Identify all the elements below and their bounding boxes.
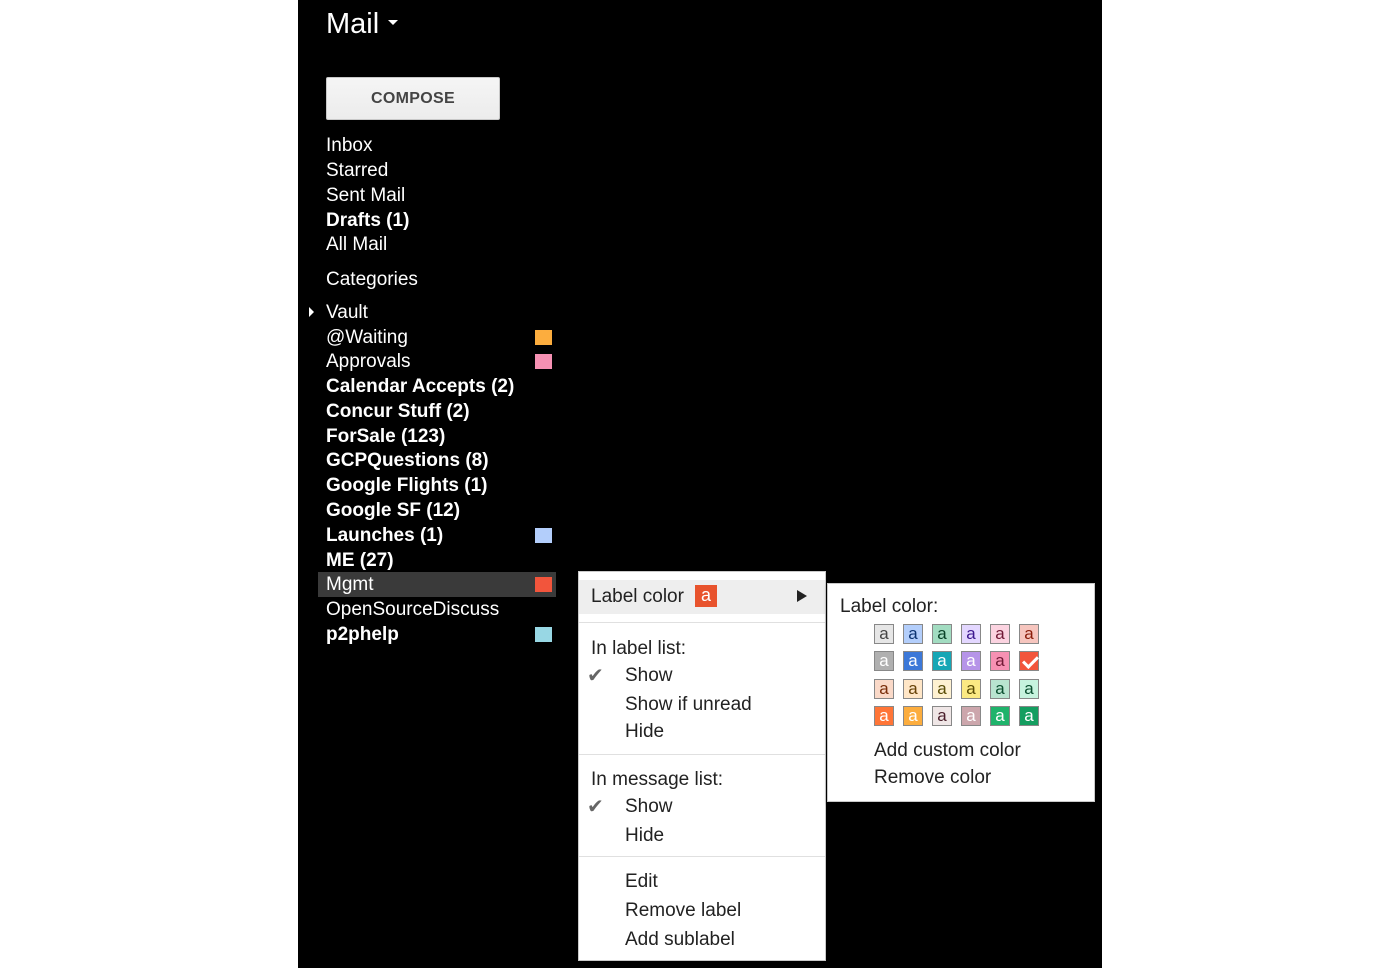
menu-item-label-color[interactable] — [579, 580, 825, 614]
label-mgmt[interactable]: Mgmt — [326, 574, 374, 595]
checkmark-icon: ✔ — [587, 796, 604, 818]
color-chip[interactable]: a — [990, 679, 1010, 699]
color-chip[interactable]: a — [874, 706, 894, 726]
label-p2phelp[interactable]: p2phelp — [326, 624, 399, 645]
menu-item-remove-label[interactable]: Remove label — [625, 900, 742, 921]
menu-item-add-sublabel[interactable]: Add sublabel — [625, 929, 735, 950]
color-chip[interactable]: a — [874, 679, 894, 699]
label-me[interactable]: ME (27) — [326, 550, 394, 571]
nav-sent-mail[interactable]: Sent Mail — [326, 185, 406, 206]
label-opensourcediscuss[interactable]: OpenSourceDiscuss — [326, 599, 500, 620]
nav-drafts[interactable]: Drafts (1) — [326, 210, 410, 231]
label-color-submenu — [827, 583, 1095, 802]
selected-check-icon — [1022, 652, 1039, 669]
color-chip[interactable]: a — [932, 706, 952, 726]
remove-color-button[interactable]: Remove color — [874, 767, 992, 788]
current-color-swatch: a — [695, 585, 717, 607]
app-switcher[interactable] — [326, 8, 398, 41]
submenu-arrow-icon — [797, 590, 807, 602]
label-color-swatch — [535, 528, 552, 543]
color-chip[interactable]: a — [903, 679, 923, 699]
label-context-menu — [578, 571, 826, 961]
menu-item-message-list-show[interactable]: Show — [625, 796, 673, 817]
label-approvals[interactable]: Approvals — [326, 351, 411, 372]
color-chip[interactable]: a — [903, 651, 923, 671]
nav-inbox[interactable]: Inbox — [326, 135, 373, 156]
chevron-down-icon — [388, 20, 398, 25]
nav-categories[interactable]: Categories — [326, 269, 418, 290]
color-chip[interactable] — [1019, 651, 1039, 671]
label-calendar-accepts[interactable]: Calendar Accepts (2) — [326, 376, 515, 397]
compose-button[interactable]: COMPOSE — [326, 77, 500, 120]
color-chip[interactable]: a — [1019, 679, 1039, 699]
menu-item-label-list-hide[interactable]: Hide — [625, 721, 665, 742]
color-chip[interactable]: a — [961, 651, 981, 671]
color-chip[interactable]: a — [903, 706, 923, 726]
checkmark-icon: ✔ — [587, 665, 604, 687]
app-title: Mail — [326, 8, 380, 40]
label-color-swatch — [535, 627, 552, 642]
color-chip[interactable]: a — [932, 679, 952, 699]
label-color-swatch — [535, 330, 552, 345]
nav-all-mail[interactable]: All Mail — [326, 234, 388, 255]
color-chip[interactable]: a — [961, 624, 981, 644]
add-custom-color-button[interactable]: Add custom color — [874, 740, 1021, 761]
color-chip[interactable]: a — [990, 651, 1010, 671]
color-chip[interactable]: a — [1019, 624, 1039, 644]
color-chip[interactable]: a — [990, 706, 1010, 726]
label-forsale[interactable]: ForSale (123) — [326, 426, 446, 447]
color-chip[interactable]: a — [903, 624, 923, 644]
color-chip[interactable]: a — [874, 651, 894, 671]
menu-item-label: Label color — [591, 586, 684, 607]
expand-arrow-icon[interactable] — [309, 307, 314, 317]
label-concur-stuff[interactable]: Concur Stuff (2) — [326, 401, 470, 422]
nav-starred[interactable]: Starred — [326, 160, 389, 181]
menu-divider — [579, 754, 825, 755]
color-chip[interactable]: a — [990, 624, 1010, 644]
submenu-title: Label color: — [840, 596, 939, 617]
color-chip[interactable]: a — [961, 679, 981, 699]
label-google-sf[interactable]: Google SF (12) — [326, 500, 461, 521]
menu-divider — [579, 856, 825, 857]
color-chip[interactable]: a — [932, 624, 952, 644]
label-list-heading: In label list: — [591, 638, 687, 659]
label-color-swatch — [535, 354, 552, 369]
label-color-swatch — [535, 577, 552, 592]
menu-divider — [579, 622, 825, 623]
color-chip[interactable]: a — [961, 706, 981, 726]
color-chip[interactable]: a — [1019, 706, 1039, 726]
label-google-flights[interactable]: Google Flights (1) — [326, 475, 488, 496]
label-vault[interactable]: Vault — [326, 302, 368, 323]
menu-item-label-list-show-if-unread[interactable]: Show if unread — [625, 694, 752, 715]
message-list-heading: In message list: — [591, 769, 723, 790]
label-waiting[interactable]: @Waiting — [326, 327, 408, 348]
label-launches[interactable]: Launches (1) — [326, 525, 444, 546]
menu-item-edit[interactable]: Edit — [625, 871, 658, 892]
color-chip[interactable]: a — [932, 651, 952, 671]
menu-item-label-list-show[interactable]: Show — [625, 665, 673, 686]
color-chip[interactable]: a — [874, 624, 894, 644]
menu-item-message-list-hide[interactable]: Hide — [625, 825, 665, 846]
label-gcpquestions[interactable]: GCPQuestions (8) — [326, 450, 489, 471]
